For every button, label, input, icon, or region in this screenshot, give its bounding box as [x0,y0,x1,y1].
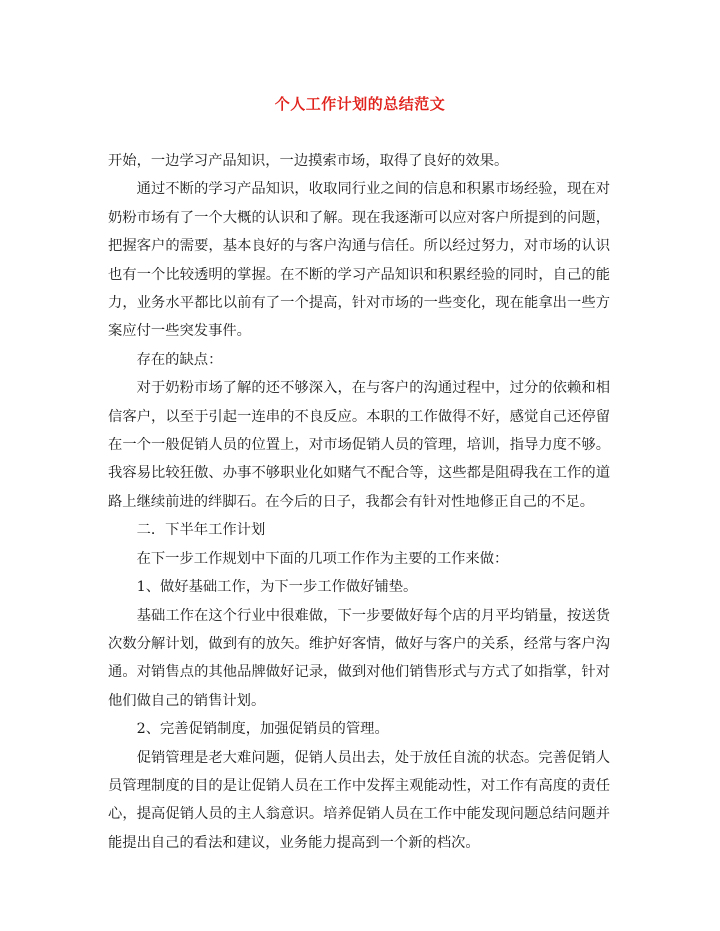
paragraph: 通过不断的学习产品知识，收取同行业之间的信息和积累市场经验，现在对奶粉市场有了一个大概的认识和了解。现在我逐渐可以应对客户所提到的问题，把握客户的需要，基本良好的与客户沟通与信任。所以经过努力，对市场的认识也有一个比较透明的掌握。在不断的学习产品知识和积累经验的同时，自己的能力，业务水平都比以前有了一个提高，针对市场的一些变化，现在能拿出一些方案应付一些突发事件。 [108,181,610,340]
section-heading: 存在的缺点： [136,351,223,368]
paragraph: 开始，一边学习产品知识，一边摸索市场，取得了良好的效果。 [108,153,509,169]
paragraph: 促销管理是老大难问题，促销人员出去，处于放任自流的状态。完善促销人员管理制度的目的是让促销人员在工作中发挥主观能动性，对工作有高度的责任心，提高促销人员的主人翁意识。培养促销人员在工作中能发现问题总结问题并能提出自己的看法和建议，业务能力提高到一个新的档次。 [108,749,610,851]
list-item-heading: 1、做好基础工作，为下一步工作做好铺垫。 [136,579,418,596]
paragraph: 基础工作在这个行业中很难做，下一步要做好每个店的月平均销量，按送货次数分解计划，做到有的放矢。维护好客情，做好与客户的关系，经常与客户沟通。对销售点的其他品牌做好记录，做到对他们销售形式与方式了如指掌，针对他们做自己的销售计划。 [108,607,610,709]
document-body [108,147,610,857]
paragraph: 在下一步工作规划中下面的几项工作作为主要的工作来做： [136,550,509,567]
section-heading: 二．下半年工作计划 [136,522,266,539]
list-item-heading: 2、完善促销制度，加强促销员的管理。 [136,721,389,738]
document-title: 个人工作计划的总结范文 [274,95,446,113]
paragraph: 对于奶粉市场了解的还不够深入，在与客户的沟通过程中，过分的依赖和相信客户，以至于引起一连串的不良反应。本职的工作做得不好，感觉自己还停留在一个一般促销人员的位置上，对市场促销人员的管理，培训，指导力度不够。我容易比较狂傲、办事不够职业化如赌气不配合等，这些都是阻碍我在工作的道路上继续前进的绊脚石。在今后的日子，我都会有针对性地修正自己的不足。 [108,380,610,510]
